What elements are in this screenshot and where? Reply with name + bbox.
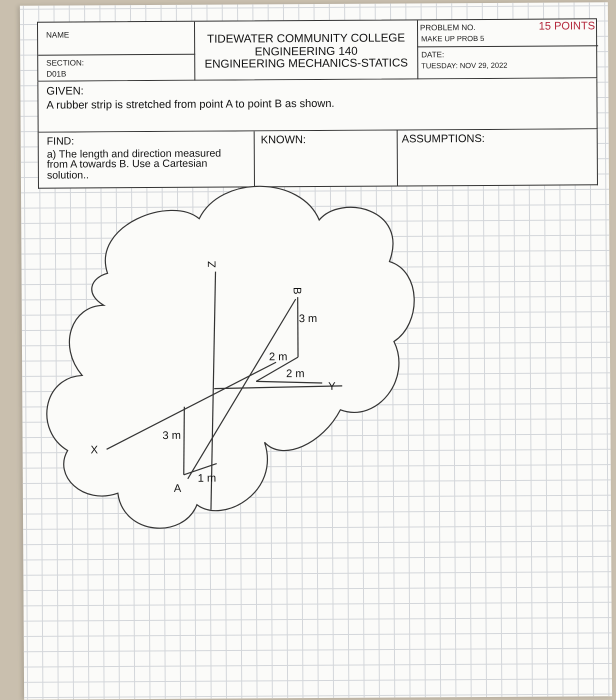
- dim-2m-label-a: 2 m: [269, 351, 288, 364]
- dim-2m-label-b: 2 m: [286, 368, 305, 381]
- name-label: NAME: [46, 30, 70, 40]
- figure-diagram: [20, 2, 612, 700]
- point-a-label: A: [173, 482, 182, 495]
- dim-a-height-label: 3 m: [162, 429, 181, 442]
- college-name: TIDEWATER COMMUNITY COLLEGE: [207, 32, 406, 46]
- points-value: 15 POINTS: [538, 20, 596, 33]
- given-label: GIVEN:: [46, 85, 84, 98]
- given-text: A rubber strip is stretched from point A to point B as shown.: [46, 97, 335, 112]
- dim-1m-label: 1 m: [197, 472, 217, 485]
- problem-value: MAKE UP PROB 5: [421, 33, 485, 44]
- dim-b-height-label: 3 m: [298, 312, 318, 326]
- date-value: TUESDAY: NOV 29, 2022: [421, 60, 508, 71]
- figure-cloud-outline: [45, 185, 415, 528]
- worksheet-paper: [20, 2, 612, 700]
- point-b-label: B: [290, 287, 303, 295]
- section-value: D01B: [46, 69, 67, 79]
- find-line-2: from A towards B. Use a Cartesian: [46, 157, 208, 171]
- section-label: SECTION:: [46, 58, 85, 68]
- find-line-1: a) The length and direction measured: [46, 147, 222, 161]
- course-number: ENGINEERING 140: [254, 45, 358, 58]
- date-label: DATE:: [421, 50, 445, 60]
- problem-label: PROBLEM NO.: [420, 23, 476, 33]
- z-axis-label: Z: [206, 260, 219, 268]
- course-subject: ENGINEERING MECHANICS-STATICS: [204, 57, 408, 71]
- x-axis-label: X: [90, 444, 98, 457]
- find-line-3: solution..: [46, 168, 89, 182]
- y-axis-label: Y: [328, 380, 336, 393]
- find-label: FIND:: [46, 135, 75, 148]
- assumptions-label: ASSUMPTIONS:: [401, 132, 485, 146]
- known-label: KNOWN:: [260, 134, 306, 147]
